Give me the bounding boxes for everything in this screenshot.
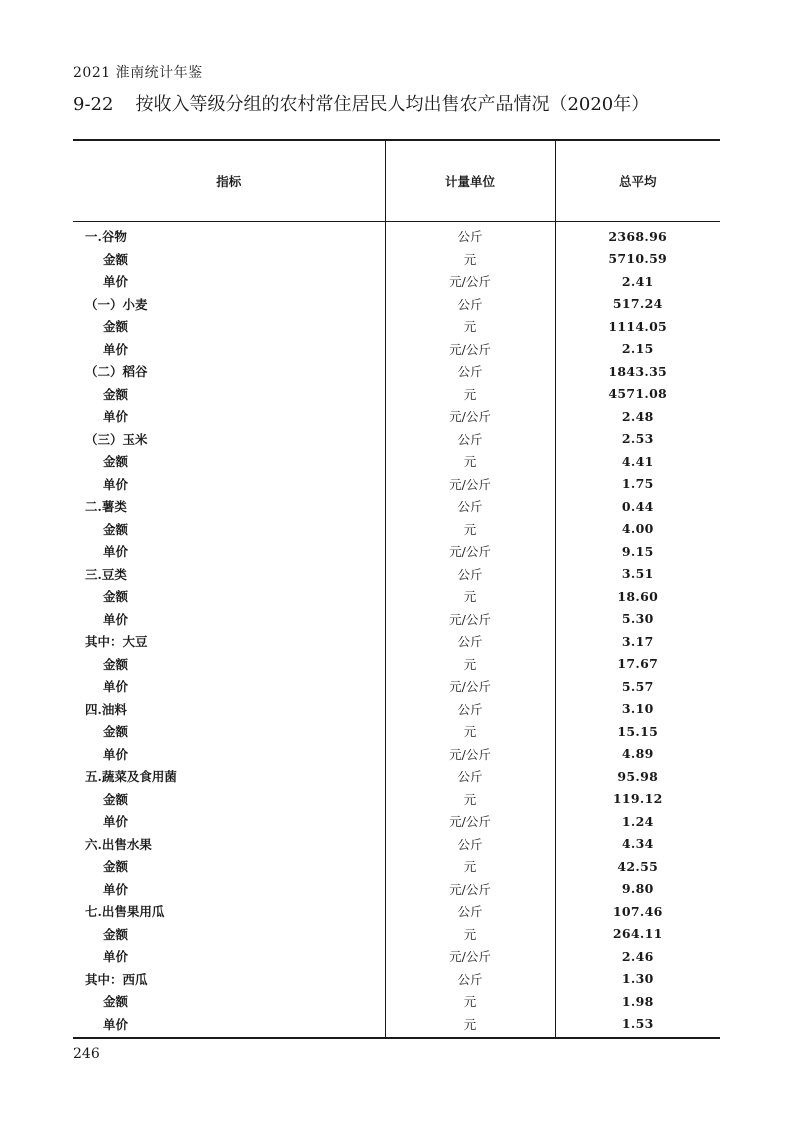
row-unit: 公斤 (385, 563, 555, 586)
table-row (73, 765, 720, 788)
row-unit: 元 (385, 653, 555, 676)
row-average-value: 5710.59 (555, 248, 720, 271)
table-row (73, 360, 720, 383)
row-indicator: 金额 (103, 521, 129, 537)
row-average-value: 9.80 (555, 878, 720, 901)
table-title-text: 按收入等级分组的农村常住居民人均出售农产品情况（2020年） (135, 94, 650, 115)
row-indicator: 金额 (103, 994, 129, 1010)
row-unit: 公斤 (385, 428, 555, 451)
row-average-value: 5.30 (555, 608, 720, 631)
table-row (73, 450, 720, 473)
row-unit: 公斤 (385, 630, 555, 653)
row-unit: 公斤 (385, 360, 555, 383)
row-average-value: 1.30 (555, 968, 720, 991)
column-header-average: 总平均 (555, 140, 720, 222)
row-unit: 公斤 (385, 968, 555, 991)
table-row (73, 1013, 720, 1039)
row-average-value: 517.24 (555, 293, 720, 316)
row-average-value: 264.11 (555, 923, 720, 946)
row-unit: 元 (385, 585, 555, 608)
table-row (73, 675, 720, 698)
row-indicator: 其中：西瓜 (85, 971, 148, 987)
row-indicator: 金额 (103, 724, 129, 740)
row-unit: 元 (385, 788, 555, 811)
table-row (73, 428, 720, 451)
row-unit: 元/公斤 (385, 675, 555, 698)
table-row (73, 473, 720, 496)
row-average-value: 42.55 (555, 855, 720, 878)
row-unit: 元 (385, 1013, 555, 1039)
row-unit: 公斤 (385, 698, 555, 721)
row-average-value: 3.17 (555, 630, 720, 653)
column-header-indicator: 指标 (73, 140, 385, 222)
table-row (73, 743, 720, 766)
table-row (73, 900, 720, 923)
row-average-value: 15.15 (555, 720, 720, 743)
table-row (73, 315, 720, 338)
row-average-value: 1.75 (555, 473, 720, 496)
table-row (73, 720, 720, 743)
row-indicator: （一）小麦 (85, 296, 148, 312)
row-average-value: 1114.05 (555, 315, 720, 338)
row-unit: 元 (385, 450, 555, 473)
row-unit: 元/公斤 (385, 473, 555, 496)
row-unit: 元 (385, 923, 555, 946)
row-average-value: 1843.35 (555, 360, 720, 383)
row-indicator: 单价 (103, 881, 129, 897)
row-average-value: 2368.96 (555, 222, 720, 248)
table-row (73, 293, 720, 316)
row-average-value: 4.41 (555, 450, 720, 473)
row-indicator: （二）稻谷 (85, 364, 148, 380)
row-unit: 元 (385, 518, 555, 541)
page-number: 246 (73, 1046, 100, 1062)
table-row (73, 518, 720, 541)
table-body (73, 222, 720, 1039)
table-row (73, 990, 720, 1013)
row-unit: 元 (385, 990, 555, 1013)
row-unit: 元/公斤 (385, 945, 555, 968)
row-unit: 元/公斤 (385, 405, 555, 428)
row-indicator: 金额 (103, 454, 129, 470)
row-indicator: 金额 (103, 589, 129, 605)
table-row (73, 270, 720, 293)
row-average-value: 1.24 (555, 810, 720, 833)
row-unit: 元/公斤 (385, 338, 555, 361)
row-average-value: 4571.08 (555, 383, 720, 406)
row-indicator: 金额 (103, 859, 129, 875)
row-indicator: 其中：大豆 (85, 634, 148, 650)
row-indicator: 五.蔬菜及食用菌 (85, 769, 177, 785)
row-indicator: 金额 (103, 926, 129, 942)
table-row (73, 495, 720, 518)
row-unit: 公斤 (385, 833, 555, 856)
row-unit: 元/公斤 (385, 810, 555, 833)
row-indicator: 单价 (103, 544, 129, 560)
row-indicator: 单价 (103, 274, 129, 290)
row-average-value: 107.46 (555, 900, 720, 923)
statistics-table (73, 139, 720, 1039)
row-indicator: 单价 (103, 341, 129, 357)
row-unit: 元/公斤 (385, 540, 555, 563)
row-indicator: 六.出售水果 (85, 836, 152, 852)
table-number: 9-22 (73, 94, 114, 115)
row-average-value: 18.60 (555, 585, 720, 608)
table-row (73, 855, 720, 878)
row-average-value: 2.15 (555, 338, 720, 361)
row-indicator: 单价 (103, 476, 129, 492)
row-unit: 公斤 (385, 293, 555, 316)
row-average-value: 3.10 (555, 698, 720, 721)
row-average-value: 9.15 (555, 540, 720, 563)
table-row (73, 878, 720, 901)
table-row (73, 968, 720, 991)
table-row (73, 788, 720, 811)
row-unit: 元 (385, 315, 555, 338)
row-unit: 公斤 (385, 495, 555, 518)
row-unit: 元 (385, 383, 555, 406)
row-indicator: 单价 (103, 814, 129, 830)
row-unit: 元/公斤 (385, 743, 555, 766)
table-row (73, 338, 720, 361)
row-unit: 公斤 (385, 765, 555, 788)
row-indicator: 单价 (103, 409, 129, 425)
row-indicator: 金额 (103, 386, 129, 402)
row-indicator: 单价 (103, 611, 129, 627)
row-average-value: 1.53 (555, 1013, 720, 1039)
row-average-value: 0.44 (555, 495, 720, 518)
row-average-value: 3.51 (555, 563, 720, 586)
table-row (73, 653, 720, 676)
row-indicator: 金额 (103, 251, 129, 267)
row-average-value: 5.57 (555, 675, 720, 698)
row-average-value: 95.98 (555, 765, 720, 788)
row-unit: 元/公斤 (385, 270, 555, 293)
row-average-value: 2.46 (555, 945, 720, 968)
row-average-value: 17.67 (555, 653, 720, 676)
table-row (73, 833, 720, 856)
row-average-value: 4.89 (555, 743, 720, 766)
table-row (73, 810, 720, 833)
table-title (73, 90, 649, 116)
row-average-value: 2.41 (555, 270, 720, 293)
table-row (73, 923, 720, 946)
table-row (73, 248, 720, 271)
row-unit: 元 (385, 248, 555, 271)
row-indicator: 二.薯类 (85, 499, 127, 515)
table-row (73, 698, 720, 721)
row-unit: 元 (385, 720, 555, 743)
table-row (73, 222, 720, 248)
row-unit: 元/公斤 (385, 608, 555, 631)
table-row (73, 563, 720, 586)
row-indicator: 一.谷物 (85, 229, 127, 245)
row-indicator: （三）玉米 (85, 431, 148, 447)
row-average-value: 2.53 (555, 428, 720, 451)
table-row (73, 630, 720, 653)
row-unit: 元/公斤 (385, 878, 555, 901)
row-indicator: 三.豆类 (85, 566, 127, 582)
table-header-row (73, 140, 720, 222)
row-average-value: 2.48 (555, 405, 720, 428)
column-header-unit: 计量单位 (385, 140, 555, 222)
table-row (73, 405, 720, 428)
table-row (73, 585, 720, 608)
row-average-value: 4.00 (555, 518, 720, 541)
row-indicator: 单价 (103, 949, 129, 965)
row-unit: 公斤 (385, 222, 555, 248)
row-indicator: 金额 (103, 656, 129, 672)
row-indicator: 单价 (103, 679, 129, 695)
row-indicator: 七.出售果用瓜 (85, 904, 165, 920)
row-indicator: 单价 (103, 746, 129, 762)
table-row (73, 383, 720, 406)
row-average-value: 4.34 (555, 833, 720, 856)
table-row (73, 945, 720, 968)
row-unit: 元 (385, 855, 555, 878)
table-row (73, 540, 720, 563)
row-indicator: 四.油料 (85, 701, 127, 717)
row-unit: 公斤 (385, 900, 555, 923)
table-row (73, 608, 720, 631)
yearbook-header: 2021 淮南统计年鉴 (73, 65, 203, 81)
row-average-value: 1.98 (555, 990, 720, 1013)
row-indicator: 金额 (103, 319, 129, 335)
row-average-value: 119.12 (555, 788, 720, 811)
row-indicator: 金额 (103, 791, 129, 807)
row-indicator: 单价 (73, 1013, 385, 1039)
